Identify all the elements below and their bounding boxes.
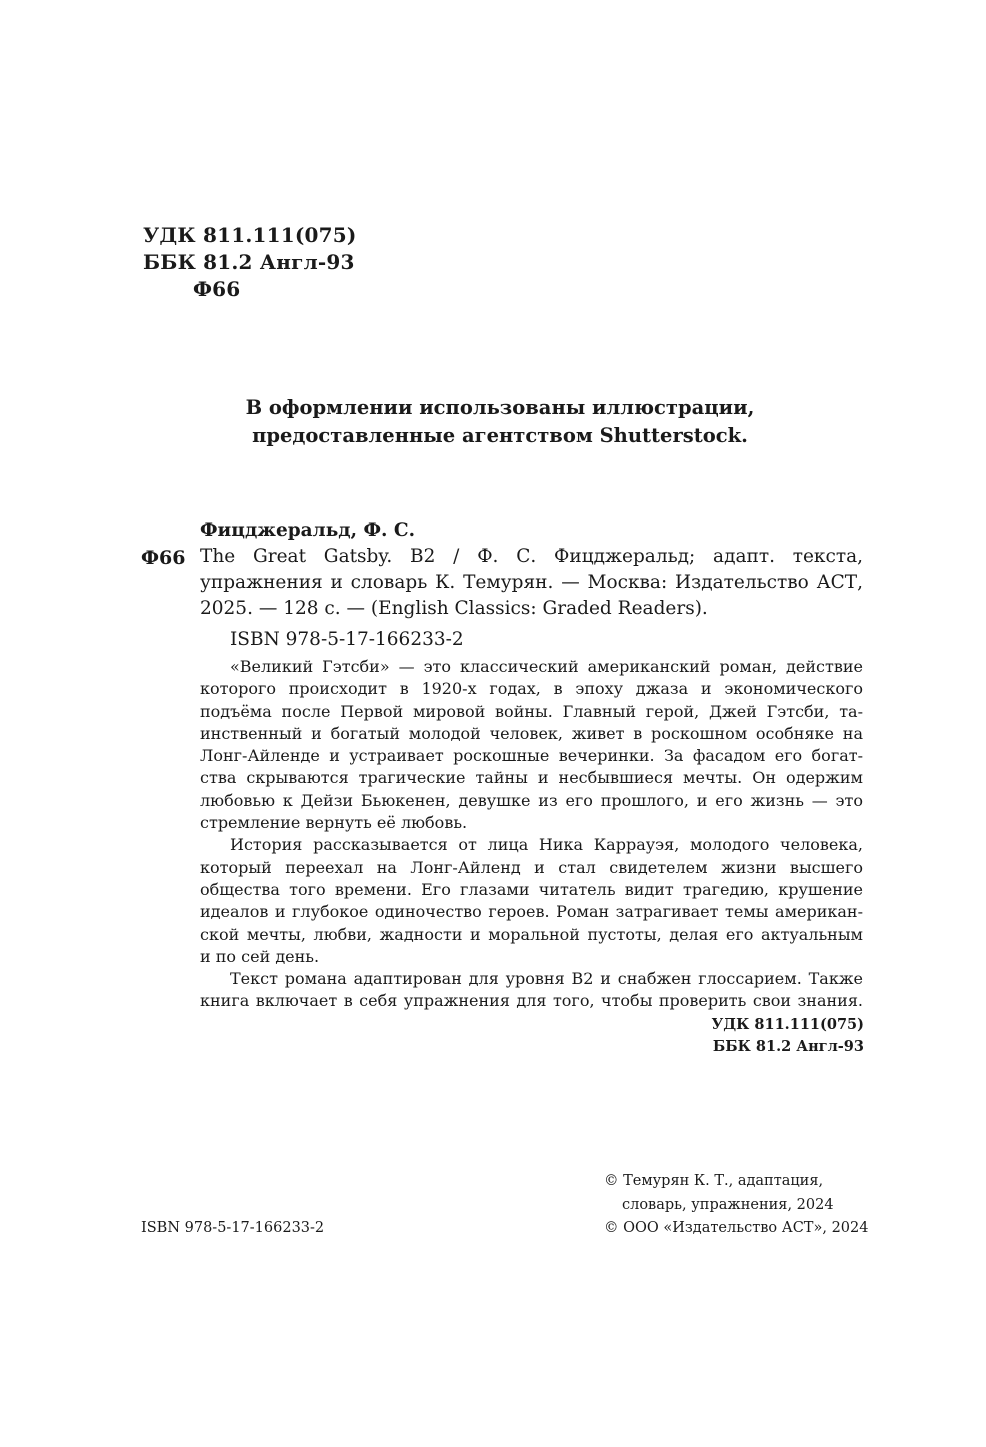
abstract-line: «Великий Гэтсби» — это классический американский роман, действие (230, 657, 863, 676)
illustrations-note-line: предоставленные агентством Shutterstock. (252, 424, 748, 447)
abstract-line: стремление вернуть её любовь. (200, 813, 468, 833)
abstract-line: ской мечты, любви, жадности и моральной пустоты, делая его актуальным (200, 924, 863, 944)
abstract-line: инственный и богатый молодой человек, живет в роскошном особняке на (200, 723, 863, 743)
copyright-line: © Темурян К. Т., адаптация, (604, 1173, 824, 1189)
author-mark: Ф66 (193, 277, 241, 301)
abstract-line: общества того времени. Его глазами читатель видит трагедию, крушение (200, 879, 863, 899)
abstract-line: которого происходит в 1920-х годах, в эпоху джаза и экономического (200, 679, 863, 699)
footer-classification (712, 1014, 864, 1058)
abstract-line: и по сей день. (200, 946, 320, 966)
abstract-line: книга включает в себя упражнения для того, чтобы проверить свои знания. (200, 991, 863, 1011)
abstract-line: Текст романа адаптирован для уровня B2 и снабжен глоссарием. Также (230, 969, 863, 989)
copyright-line: словарь, упражнения, 2024 (622, 1196, 834, 1213)
abstract-line: История рассказывается от лица Ника Каррауэя, молодого человека, (230, 835, 863, 855)
bibliographic-description (200, 544, 863, 622)
description-line: 2025. — 128 с. — (English Classics: Graded Readers). (200, 598, 708, 619)
abstract (200, 656, 863, 1013)
imprint-isbn: ISBN 978-5-17-166233-2 (141, 1220, 325, 1236)
description-line: The Great Gatsby. B2 / Ф. С. Фицджеральд; адапт. текста, (200, 546, 863, 567)
abstract-line: любовью к Дейзи Бьюкенен, девушке из его прошлого, и его жизнь — это (200, 790, 863, 810)
abstract-paragraph (200, 968, 863, 1013)
abstract-line: Лонг-Айленде и устраивает роскошные вечеринки. За фасадом его богат- (200, 746, 863, 766)
abstract-line: который переехал на Лонг-Айленд и стал свидетелем жизни высшего (200, 857, 863, 877)
author-heading: Фицджеральд, Ф. С. (200, 520, 416, 541)
abstract-line: ства скрываются трагические тайны и несбывшиеся мечты. Он одержим (200, 768, 863, 788)
illustrations-note-line: В оформлении использованы иллюстрации, (245, 396, 755, 419)
bbk-code: ББК 81.2 Англ-93 (143, 250, 355, 274)
abstract-paragraph (200, 834, 863, 968)
udk-code: УДК 811.111(075) (143, 223, 357, 247)
bibliographic-author-mark: Ф66 (141, 547, 186, 569)
copyright-line: © ООО «Издательство АСТ», 2024 (604, 1220, 869, 1236)
footer-bbk: ББК 81.2 Англ-93 (712, 1038, 864, 1055)
abstract-line: идеалов и глубокое одиночество героев. Роман затрагивает темы американ- (200, 902, 863, 922)
abstract-line: подъёма после Первой мировой войны. Главный герой, Джей Гэтсби, та- (200, 701, 863, 721)
footer-udk: УДК 811.111(075) (711, 1016, 864, 1033)
isbn-record: ISBN 978-5-17-166233-2 (230, 629, 464, 650)
illustrations-note (140, 394, 860, 450)
abstract-paragraph (200, 656, 863, 834)
description-line: упражнения и словарь К. Темурян. — Москва: Издательство АСТ, (200, 572, 863, 593)
copyright-block (604, 1170, 868, 1241)
